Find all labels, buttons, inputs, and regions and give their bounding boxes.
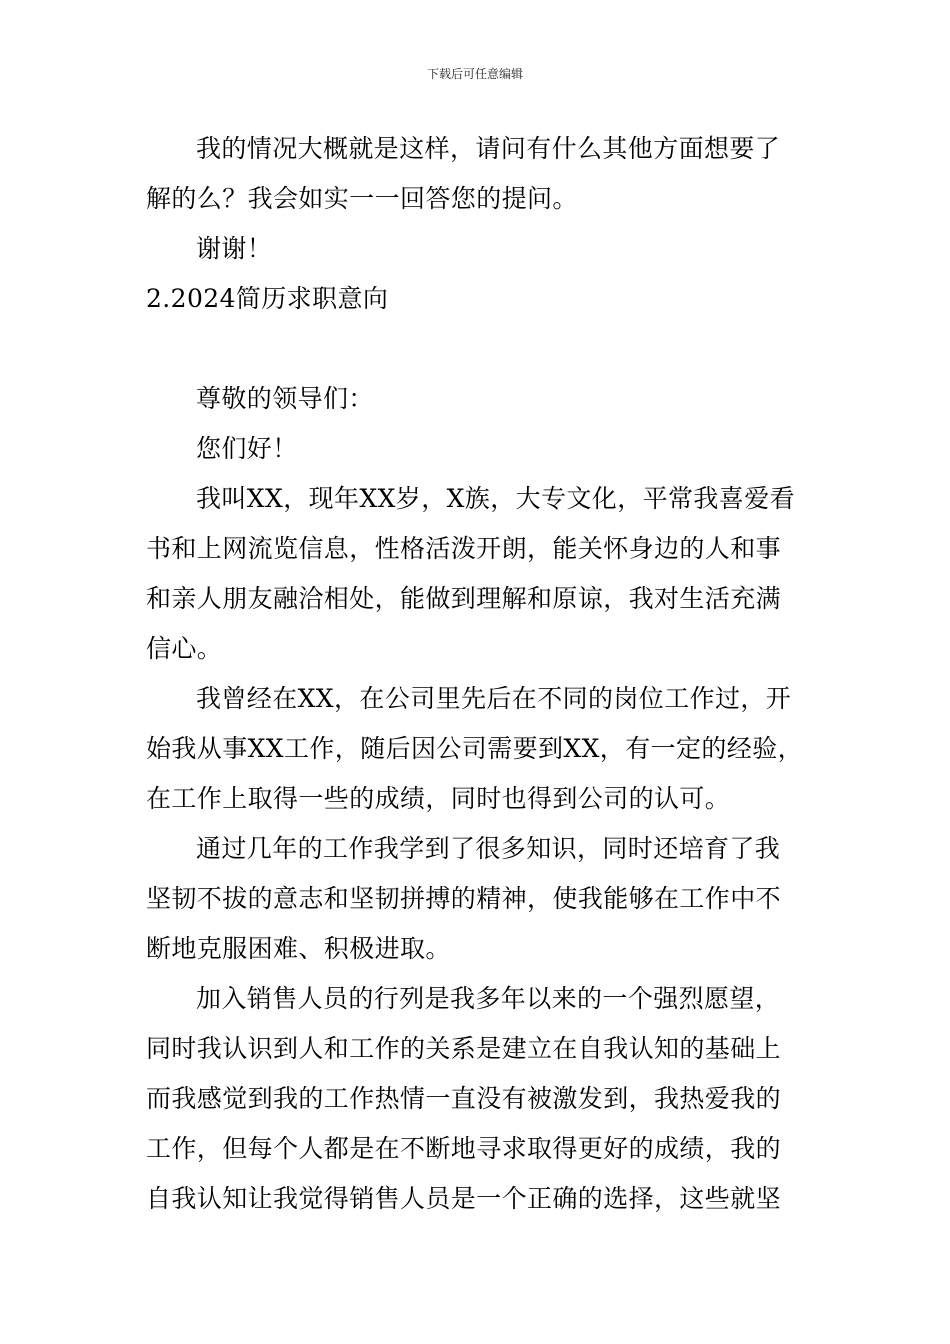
paragraph-line: 在工作上取得一些的成绩，同时也得到公司的认可。 <box>146 784 731 813</box>
paragraph-line: 同时我认识到人和工作的关系是建立在自我认知的基础上 <box>146 1034 782 1063</box>
paragraph-line: 我叫XX，现年XX岁，X族，大专文化，平常我喜爱看 <box>196 484 795 513</box>
paragraph-line: 始我从事XX工作，随后因公司需要到XX，有一定的经验， <box>146 734 803 763</box>
paragraph-line: 我曾经在XX，在公司里先后在不同的岗位工作过，开 <box>196 684 792 713</box>
paragraph-line: 坚韧不拔的意志和坚韧拼搏的精神，使我能够在工作中不 <box>146 884 782 913</box>
section-heading: 2.2024简历求职意向 <box>146 284 389 313</box>
paragraph-line: 解的么？我会如实一一回答您的提问。 <box>146 184 578 213</box>
paragraph-line: 和亲人朋友融洽相处，能做到理解和原谅，我对生活充满 <box>146 584 782 613</box>
paragraph-line: 我的情况大概就是这样，请问有什么其他方面想要了 <box>196 134 781 163</box>
paragraph-line: 工作，但每个人都是在不断地寻求取得更好的成绩，我的 <box>146 1134 782 1163</box>
paragraph-line: 而我感觉到我的工作热情一直没有被激发到，我热爱我的 <box>146 1084 782 1113</box>
paragraph-line: 自我认知让我觉得销售人员是一个正确的选择，这些就坚 <box>146 1184 782 1213</box>
page-header: 下载后可任意编辑 <box>426 67 523 81</box>
paragraph-line: 断地克服困难、积极进取。 <box>146 934 451 963</box>
salutation: 尊敬的领导们： <box>196 384 374 413</box>
paragraph-line: 书和上网流览信息，性格活泼开朗，能关怀身边的人和事 <box>146 534 782 563</box>
paragraph-line: 加入销售人员的行列是我多年以来的一个强烈愿望， <box>196 984 781 1013</box>
paragraph-line: 信心。 <box>146 634 223 663</box>
closing-line: 谢谢！ <box>196 234 273 263</box>
greeting: 您们好！ <box>196 434 298 463</box>
paragraph-line: 通过几年的工作我学到了很多知识，同时还培育了我 <box>196 834 781 863</box>
